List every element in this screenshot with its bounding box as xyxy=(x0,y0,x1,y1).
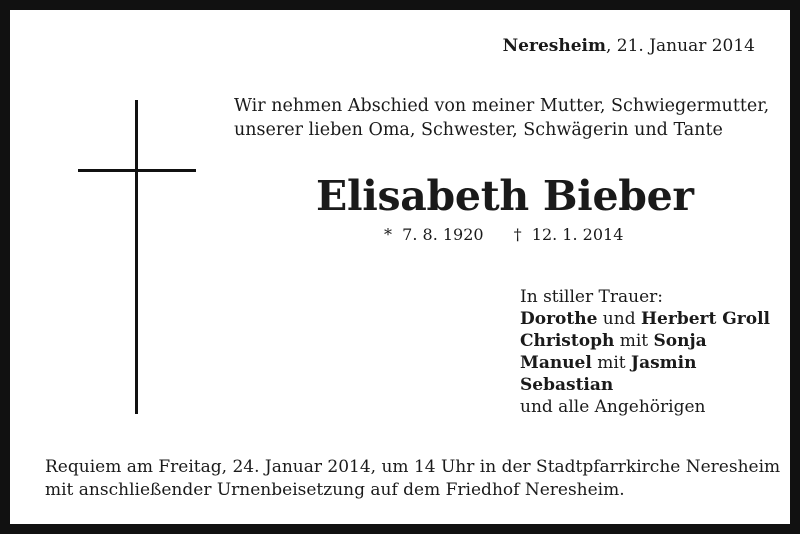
intro-line-2: unserer lieben Oma, Schwester, Schwägerin und Tante xyxy=(234,120,723,140)
dateline-date: , 21. Januar 2014 xyxy=(605,36,755,56)
death-symbol: † xyxy=(513,225,522,244)
dateline-place: Neresheim xyxy=(502,36,606,56)
mourner-name: Herbert Groll xyxy=(641,309,770,329)
death-date: 12. 1. 2014 xyxy=(531,225,624,244)
deceased-name: Elisabeth Bieber xyxy=(316,172,694,220)
intro-text xyxy=(234,94,769,142)
mourner-name: Sebastian xyxy=(520,375,614,395)
birth-symbol: * xyxy=(384,225,392,244)
mourner-name: Christoph xyxy=(520,331,615,351)
service-notice xyxy=(45,456,780,502)
mourner-name: Jasmin xyxy=(631,353,697,373)
life-dates xyxy=(384,225,623,244)
mourners-heading: In stiller Trauer: xyxy=(520,287,663,307)
service-notice-line-1: Requiem am Freitag, 24. Januar 2014, um 14 Uhr in der Stadtpfarrkirche Neresheim xyxy=(45,457,781,477)
service-notice-line-2: mit anschließender Urnenbeisetzung auf dem Friedhof Neresheim. xyxy=(45,480,625,500)
mourners-block xyxy=(520,286,770,418)
intro-line-1: Wir nehmen Abschied von meiner Mutter, Schwiegermutter, xyxy=(234,96,770,116)
mourners-closing: und alle Angehörigen xyxy=(520,397,706,417)
cross-vertical-bar xyxy=(135,100,138,414)
mourner-line xyxy=(520,308,770,330)
mourner-conjunction: mit xyxy=(591,353,632,373)
mourner-name: Manuel xyxy=(520,353,592,373)
dateline xyxy=(503,36,755,56)
cross-horizontal-bar xyxy=(78,169,196,172)
mourner-line xyxy=(520,330,770,352)
mourner-name: Dorothe xyxy=(520,309,598,329)
mourner-conjunction: und xyxy=(597,309,641,329)
mourner-line xyxy=(520,374,770,396)
mourner-name: Sonja xyxy=(653,331,707,351)
mourner-line xyxy=(520,352,770,374)
mourner-conjunction: mit xyxy=(614,331,654,351)
birth-date: 7. 8. 1920 xyxy=(402,225,484,244)
